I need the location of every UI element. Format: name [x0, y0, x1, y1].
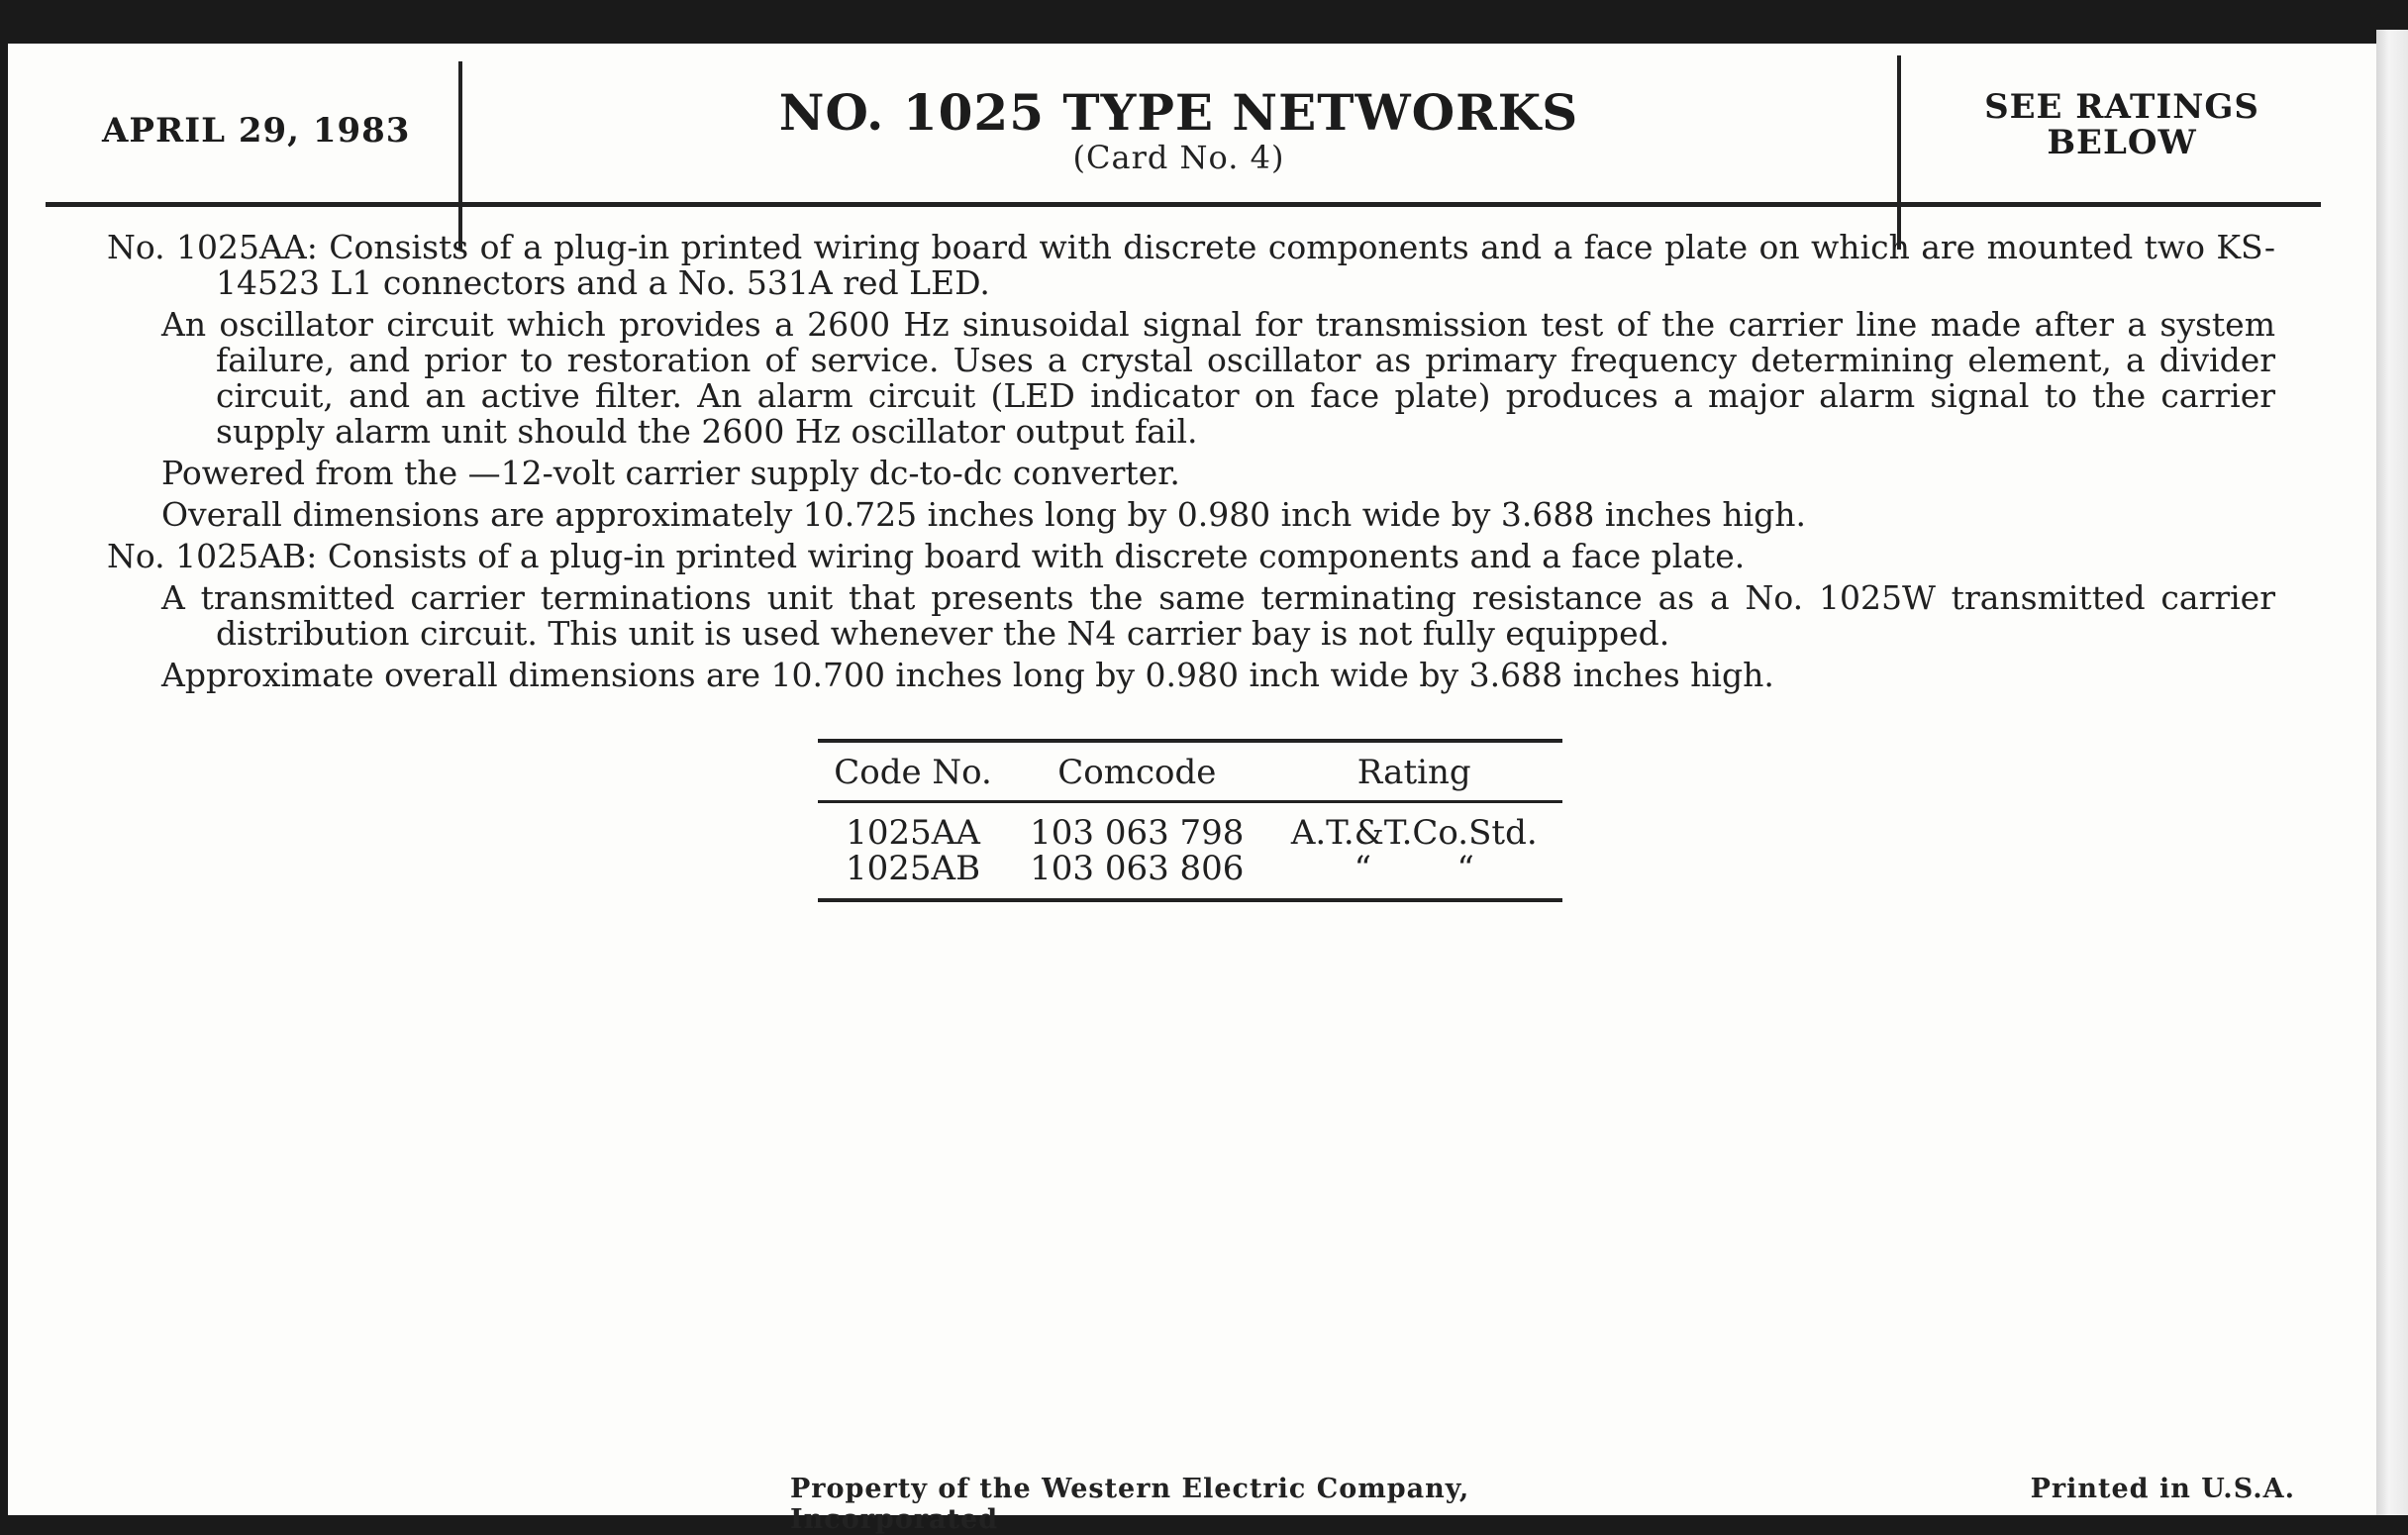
card-title: NO. 1025 TYPE NETWORKS — [778, 83, 1579, 142]
table-row — [818, 802, 1562, 852]
paragraph-oscillator-function: An oscillator circuit which provides a 2600 Hz sinusoidal signal for transmission test of the carrier line made after a system failure, and prior to restoration of service. Uses a crystal oscillator as primary frequency determining element, a divider circuit, and an active filter. An alarm circuit (LED indicator on face plate) produces a major alarm signal to the carrier supply alarm unit should the 2600 Hz oscillator output fail. — [161, 305, 2275, 451]
header-divider-left — [458, 61, 462, 250]
ratings-note-line2: BELOW — [2047, 123, 2197, 162]
ratings-table — [818, 739, 1562, 902]
cell-code: 1025AA — [846, 813, 980, 853]
paragraph-1025aa-dimensions: Overall dimensions are approximately 10.725 inches long by 0.980 inch wide by 3.688 inches high. — [161, 495, 1807, 534]
paragraph-terminations-function: A transmitted carrier terminations unit that presents the same terminating resistance as a No. 1025W transmitted carrier distribution circuit. This unit is used whenever the N4 carrier bay is not fully equipped. — [161, 578, 2275, 653]
cell-comcode: 103 063 806 — [1008, 851, 1265, 900]
property-notice: Property of the Western Electric Company, Incorporated — [790, 1474, 1470, 1535]
column-header-rating: Rating — [1265, 743, 1562, 802]
card-body — [97, 230, 2275, 699]
paragraph-1025ab-description: No. 1025AB: Consists of a plug-in printed wiring board with discrete components and a face plate. — [107, 537, 1746, 575]
header-divider-right — [1897, 55, 1901, 250]
cell-rating: “ “ — [1265, 851, 1562, 900]
paragraph-power: Powered from the —12-volt carrier supply dc-to-dc converter. — [161, 454, 1180, 492]
scan-edge-strip — [2376, 30, 2408, 1515]
card-header — [8, 44, 2376, 210]
ratings-note-line1: SEE RATINGS — [1984, 87, 2259, 127]
printed-notice: Printed in U.S.A. — [2030, 1474, 2295, 1504]
table-row — [818, 851, 1562, 900]
column-header-comcode: Comcode — [1008, 743, 1265, 802]
cell-rating: A.T.&T.Co.Std. — [1290, 813, 1538, 853]
table-header-row — [818, 743, 1562, 802]
cell-comcode: 103 063 798 — [1030, 813, 1245, 853]
paragraph-1025aa-description: No. 1025AA: Consists of a plug-in printed wiring board with discrete components and a face plate on which are mounted two KS-14523 L1 connectors and a No. 531A red LED. — [107, 228, 2275, 302]
card-subtitle: (Card No. 4) — [1072, 139, 1285, 176]
ratings-note — [1904, 89, 2340, 160]
issue-date: APRIL 29, 1983 — [102, 111, 411, 151]
cell-code: 1025AB — [818, 851, 1008, 900]
column-header-code: Code No. — [818, 743, 1008, 802]
paragraph-1025ab-dimensions: Approximate overall dimensions are 10.700 inches long by 0.980 inch wide by 3.688 inches high. — [161, 656, 1774, 694]
header-rule — [46, 202, 2321, 207]
reference-card — [8, 44, 2376, 1535]
